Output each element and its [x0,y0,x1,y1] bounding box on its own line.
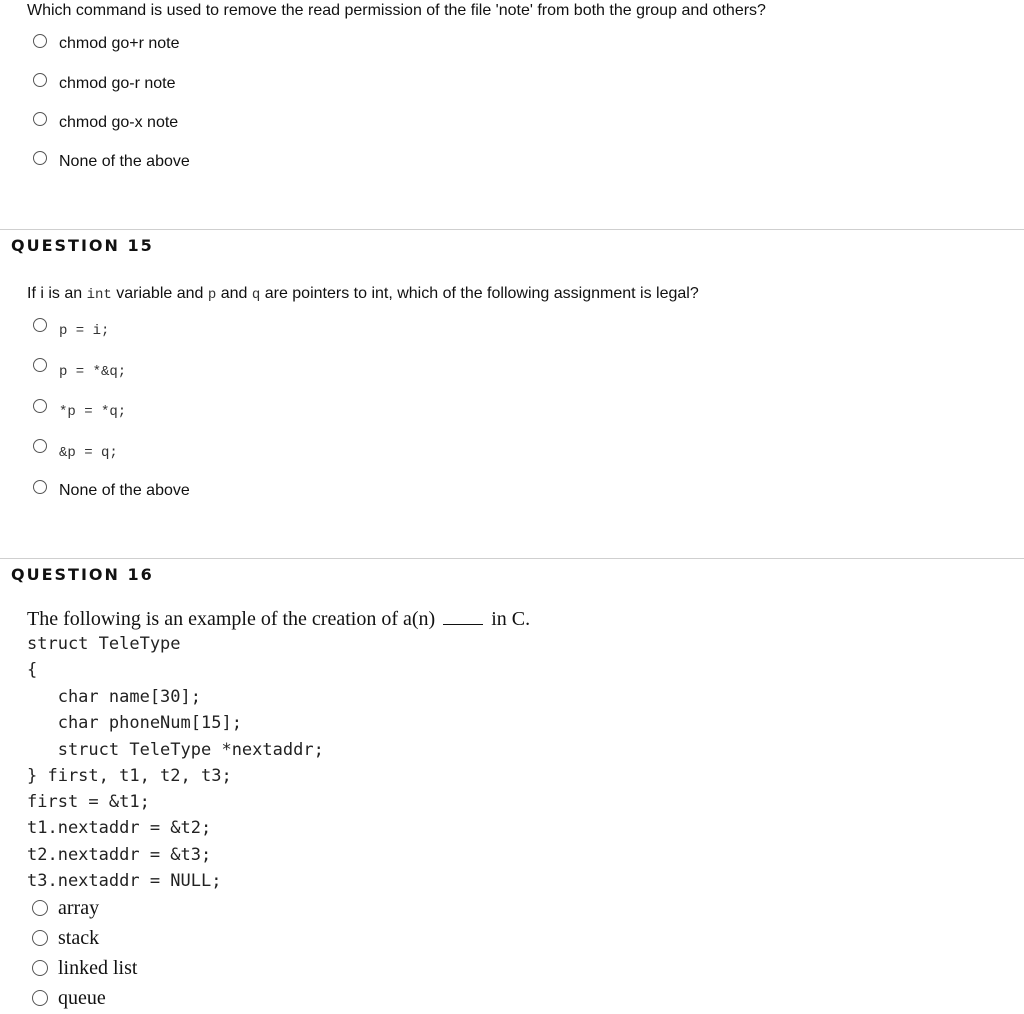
q14-option-1-radio[interactable] [33,34,47,48]
q16-code-line: { [27,660,38,680]
q15-text-part: and [216,285,252,302]
q15-option-2-radio[interactable] [33,358,47,372]
q15-option-1-label: p = i; [59,323,110,339]
q16-option-3-label: linked list [58,957,138,979]
q15-code-q: q [251,287,261,303]
q15-code-int: int [86,287,112,303]
section-divider [0,229,1024,230]
q15-option-5-radio[interactable] [33,480,47,494]
q15-option-4-radio[interactable] [33,439,47,453]
q16-option-1-label: array [58,897,100,919]
q15-option-4-label: &p = q; [59,445,118,461]
q16-option-2-label: stack [58,927,100,949]
q16-option-4-radio[interactable] [32,990,48,1006]
q16-code-line: t1.nextaddr = &t2; [27,818,212,838]
q15-option-3-label: *p = *q; [59,404,127,420]
q16-code-line: char phoneNum[15]; [27,713,242,733]
section-divider [0,558,1024,559]
q15-code-p: p [207,287,217,303]
q14-option-3-label: chmod go-x note [59,114,179,131]
q16-option-3-radio[interactable] [32,960,48,976]
q14-option-2-label: chmod go-r note [59,75,176,92]
q16-text-before: The following is an example of the creation of a(n) [27,608,436,630]
q15-text-part: If i is an [27,285,87,302]
q15-option-3-radio[interactable] [33,399,47,413]
q16-text-after: in C. [491,608,531,630]
q16-option-2-radio[interactable] [32,930,48,946]
question-16-text [27,606,530,631]
q14-option-2-radio[interactable] [33,73,47,87]
q16-code-line: struct TeleType [27,634,181,654]
q15-text-part: variable and [111,285,208,302]
q16-code-line: t2.nextaddr = &t3; [27,845,212,865]
q15-text-part: are pointers to int, which of the following assignment is legal? [260,285,699,302]
q15-option-1-radio[interactable] [33,318,47,332]
question-14-text: Which command is used to remove the read permission of the file 'note' from both the group and others? [27,2,766,19]
q16-option-1-radio[interactable] [32,900,48,916]
q16-code-line: struct TeleType *nextaddr; [27,740,324,760]
q14-option-3-radio[interactable] [33,112,47,126]
q16-code-line: first = &t1; [27,792,150,812]
question-16-header: QUESTION 16 [11,565,154,584]
q16-blank [443,606,483,625]
q16-code-line: char name[30]; [27,687,201,707]
q15-option-5-label: None of the above [59,482,190,499]
q14-option-4-label: None of the above [59,153,190,170]
q14-option-4-radio[interactable] [33,151,47,165]
question-15-text [27,284,699,305]
question-15-header: QUESTION 15 [11,236,154,255]
q16-option-4-label: queue [58,987,106,1009]
q15-option-2-label: p = *&q; [59,364,127,380]
q16-code-line: t3.nextaddr = NULL; [27,871,222,891]
q16-code-line: } first, t1, t2, t3; [27,766,232,786]
q14-option-1-label: chmod go+r note [59,35,180,52]
